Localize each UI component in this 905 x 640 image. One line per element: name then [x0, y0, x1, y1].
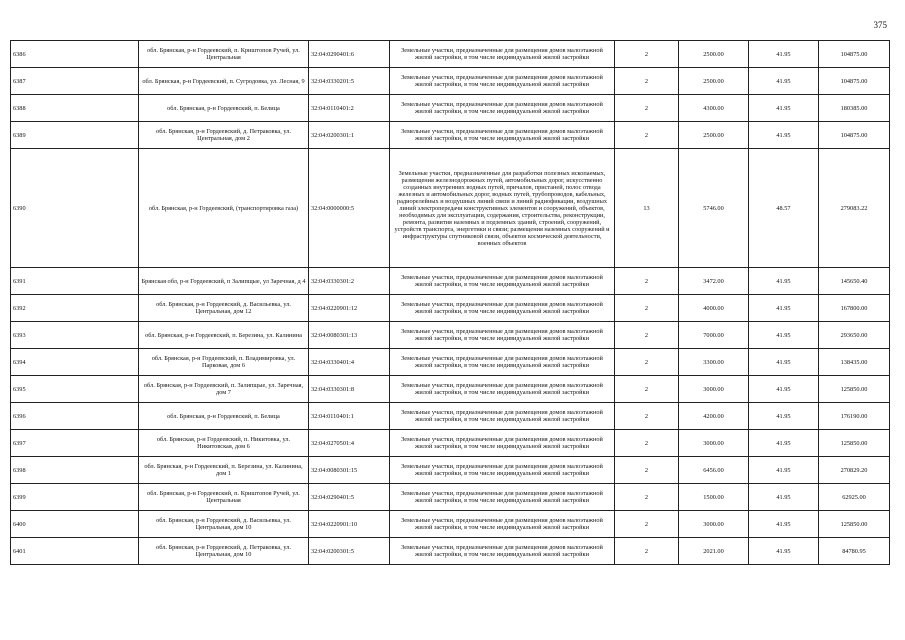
use-category-code: 2 [615, 376, 679, 403]
cadastral-number: 32:04:0290401:6 [309, 41, 390, 68]
parcel-address: обл. Брянская, р-н Гордеевский, п. Криштопов Ручей, ул. Центральная [139, 41, 309, 68]
table-row [11, 430, 890, 457]
cadastral-value: 104875.00 [819, 68, 890, 95]
use-category-code: 2 [615, 511, 679, 538]
cadastral-value: 293650.00 [819, 322, 890, 349]
permitted-use: Земельные участки, предназначенные для размещения домов малоэтажной жилой застройки, в том числе индивидуальной жилой застройки [390, 68, 615, 95]
specific-cadastral-value: 41.95 [749, 430, 819, 457]
land-registry-table [10, 40, 890, 565]
specific-cadastral-value: 41.95 [749, 538, 819, 565]
use-category-code: 2 [615, 122, 679, 149]
parcel-number: 6400 [11, 511, 139, 538]
parcel-address: обл. Брянская, р-н Гордеевский, д. Петраковка, ул. Центральная, дом 2 [139, 122, 309, 149]
cadastral-value: 279083.22 [819, 149, 890, 268]
specific-cadastral-value: 41.95 [749, 68, 819, 95]
parcel-address: обл. Брянская, р-н Гордеевский, п. Залипщые, ул. Заречная, дом 7 [139, 376, 309, 403]
permitted-use: Земельные участки, предназначенные для размещения домов малоэтажной жилой застройки, в том числе индивидуальной жилой застройки [390, 295, 615, 322]
parcel-number: 6393 [11, 322, 139, 349]
table-row [11, 41, 890, 68]
parcel-area: 3300.00 [679, 349, 749, 376]
parcel-area: 4000.00 [679, 295, 749, 322]
specific-cadastral-value: 41.95 [749, 403, 819, 430]
page-number: 375 [873, 20, 887, 30]
parcel-address: обл. Брянская, р-н Гордеевский, п. Белица [139, 95, 309, 122]
specific-cadastral-value: 41.95 [749, 511, 819, 538]
table-row [11, 122, 890, 149]
parcel-number: 6389 [11, 122, 139, 149]
parcel-area: 4200.00 [679, 403, 749, 430]
cadastral-number: 32:04:0220901:12 [309, 295, 390, 322]
table-row [11, 295, 890, 322]
cadastral-value: 125850.00 [819, 511, 890, 538]
table-row [11, 457, 890, 484]
parcel-number: 6388 [11, 95, 139, 122]
table-row [11, 538, 890, 565]
specific-cadastral-value: 48.57 [749, 149, 819, 268]
parcel-address: обл. Брянская, р-н Гордеевский, д. Петраковка, ул. Центральная, дом 10 [139, 538, 309, 565]
cadastral-number: 32:04:0330301:2 [309, 268, 390, 295]
cadastral-value: 125850.00 [819, 430, 890, 457]
cadastral-number: 32:04:0080301:15 [309, 457, 390, 484]
parcel-address: обл. Брянская, р-н Гордеевский, п. Владимировка, ул. Парковая, дом 6 [139, 349, 309, 376]
use-category-code: 2 [615, 68, 679, 95]
table-row [11, 376, 890, 403]
permitted-use: Земельные участки, предназначенные для размещения домов малоэтажной жилой застройки, в том числе индивидуальной жилой застройки [390, 430, 615, 457]
table-row [11, 268, 890, 295]
use-category-code: 2 [615, 295, 679, 322]
parcel-address: обл. Брянская, р-н Гордеевский, п. Белица [139, 403, 309, 430]
cadastral-value: 138435.00 [819, 349, 890, 376]
use-category-code: 2 [615, 403, 679, 430]
table-row [11, 403, 890, 430]
use-category-code: 2 [615, 484, 679, 511]
parcel-area: 1500.00 [679, 484, 749, 511]
cadastral-value: 125850.00 [819, 376, 890, 403]
specific-cadastral-value: 41.95 [749, 349, 819, 376]
use-category-code: 2 [615, 430, 679, 457]
parcel-number: 6390 [11, 149, 139, 268]
specific-cadastral-value: 41.95 [749, 295, 819, 322]
parcel-number: 6392 [11, 295, 139, 322]
parcel-area: 6456.00 [679, 457, 749, 484]
cadastral-value: 176190.00 [819, 403, 890, 430]
cadastral-value: 180385.00 [819, 95, 890, 122]
use-category-code: 2 [615, 41, 679, 68]
permitted-use: Земельные участки, предназначенные для размещения домов малоэтажной жилой застройки, в том числе индивидуальной жилой застройки [390, 41, 615, 68]
parcel-area: 3000.00 [679, 376, 749, 403]
parcel-number: 6391 [11, 268, 139, 295]
cadastral-number: 32:04:0200301:1 [309, 122, 390, 149]
specific-cadastral-value: 41.95 [749, 41, 819, 68]
parcel-address: обл. Брянская, р-н Гордеевский, п. Сугродовка, ул. Лесная, 9 [139, 68, 309, 95]
parcel-number: 6399 [11, 484, 139, 511]
cadastral-value: 145650.40 [819, 268, 890, 295]
permitted-use: Земельные участки, предназначенные для разработки полезных ископаемых, размещения железнодорожных путей, автомобильных дорог, искусственно созданных внутренних водных путей, причалов, пристаней, полос отвода железных и автомобильных дорог, водных путей, трубопроводов, кабельных, радиорелейных и воздушных линий связи и линий радиофикации, воздушных линий электропередачи конструктивных элементов и сооружений, объектов, необходимых для эксплуатации, содержания, строительства, реконструкции, ремонта, развития наземных и подземных зданий, строений, сооружений, устройств транспорта, энергетики и связи; размещения наземных сооружений и инфраструктуры спутниковой связи, объектов космической деятельности, военных объектов [390, 149, 615, 268]
cadastral-number: 32:04:0270501:4 [309, 430, 390, 457]
parcel-number: 6398 [11, 457, 139, 484]
cadastral-value: 270829.20 [819, 457, 890, 484]
cadastral-number: 32:04:0220901:10 [309, 511, 390, 538]
parcel-area: 2500.00 [679, 68, 749, 95]
parcel-area: 3472.00 [679, 268, 749, 295]
parcel-area: 2500.00 [679, 41, 749, 68]
specific-cadastral-value: 41.95 [749, 95, 819, 122]
table-row [11, 322, 890, 349]
parcel-area: 3000.00 [679, 511, 749, 538]
cadastral-number: 32:04:0330201:5 [309, 68, 390, 95]
permitted-use: Земельные участки, предназначенные для размещения домов малоэтажной жилой застройки, в том числе индивидуальной жилой застройки [390, 268, 615, 295]
specific-cadastral-value: 41.95 [749, 322, 819, 349]
cadastral-value: 104875.00 [819, 41, 890, 68]
parcel-address: обл. Брянская, р-н Гордеевский, (транспортировка газа) [139, 149, 309, 268]
parcel-number: 6401 [11, 538, 139, 565]
parcel-area: 3000.00 [679, 430, 749, 457]
permitted-use: Земельные участки, предназначенные для размещения домов малоэтажной жилой застройки, в том числе индивидуальной жилой застройки [390, 376, 615, 403]
cadastral-number: 32:04:0110401:2 [309, 95, 390, 122]
specific-cadastral-value: 41.95 [749, 376, 819, 403]
cadastral-value: 84780.95 [819, 538, 890, 565]
specific-cadastral-value: 41.95 [749, 122, 819, 149]
registry-body [11, 41, 890, 565]
use-category-code: 2 [615, 457, 679, 484]
parcel-area: 4300.00 [679, 95, 749, 122]
parcel-area: 2500.00 [679, 122, 749, 149]
parcel-address: обл. Брянская, р-н Гордеевский, п. Березина, ул. Калинина [139, 322, 309, 349]
parcel-number: 6386 [11, 41, 139, 68]
parcel-number: 6397 [11, 430, 139, 457]
use-category-code: 2 [615, 349, 679, 376]
use-category-code: 2 [615, 268, 679, 295]
permitted-use: Земельные участки, предназначенные для размещения домов малоэтажной жилой застройки, в том числе индивидуальной жилой застройки [390, 349, 615, 376]
permitted-use: Земельные участки, предназначенные для размещения домов малоэтажной жилой застройки, в том числе индивидуальной жилой застройки [390, 538, 615, 565]
table-row [11, 511, 890, 538]
table-row [11, 95, 890, 122]
permitted-use: Земельные участки, предназначенные для размещения домов малоэтажной жилой застройки, в том числе индивидуальной жилой застройки [390, 403, 615, 430]
cadastral-value: 167800.00 [819, 295, 890, 322]
parcel-address: обл. Брянская, р-н Гордеевский, п. Криштопов Ручей, ул. Центральная [139, 484, 309, 511]
cadastral-number: 32:04:0000000:5 [309, 149, 390, 268]
cadastral-number: 32:04:0080301:13 [309, 322, 390, 349]
table-row [11, 68, 890, 95]
parcel-address: обл. Брянская, р-н Гордеевский, п. Березина, ул. Калинина, дом 1 [139, 457, 309, 484]
parcel-number: 6394 [11, 349, 139, 376]
use-category-code: 2 [615, 538, 679, 565]
permitted-use: Земельные участки, предназначенные для размещения домов малоэтажной жилой застройки, в том числе индивидуальной жилой застройки [390, 122, 615, 149]
parcel-number: 6395 [11, 376, 139, 403]
table-row [11, 149, 890, 268]
table-row [11, 349, 890, 376]
parcel-area: 7000.00 [679, 322, 749, 349]
cadastral-value: 62925.00 [819, 484, 890, 511]
parcel-area: 2021.00 [679, 538, 749, 565]
permitted-use: Земельные участки, предназначенные для размещения домов малоэтажной жилой застройки, в том числе индивидуальной жилой застройки [390, 457, 615, 484]
parcel-address: обл. Брянская, р-н Гордеевский, п. Никитовка, ул. Никитовская, дом 6 [139, 430, 309, 457]
permitted-use: Земельные участки, предназначенные для размещения домов малоэтажной жилой застройки, в том числе индивидуальной жилой застройки [390, 511, 615, 538]
cadastral-number: 32:04:0330401:4 [309, 349, 390, 376]
parcel-number: 6387 [11, 68, 139, 95]
cadastral-number: 32:04:0290401:5 [309, 484, 390, 511]
table-row [11, 484, 890, 511]
permitted-use: Земельные участки, предназначенные для размещения домов малоэтажной жилой застройки, в том числе индивидуальной жилой застройки [390, 95, 615, 122]
permitted-use: Земельные участки, предназначенные для размещения домов малоэтажной жилой застройки, в том числе индивидуальной жилой застройки [390, 484, 615, 511]
specific-cadastral-value: 41.95 [749, 457, 819, 484]
cadastral-value: 104875.00 [819, 122, 890, 149]
cadastral-number: 32:04:0330301:8 [309, 376, 390, 403]
use-category-code: 2 [615, 322, 679, 349]
parcel-address: обл. Брянская, р-н Гордеевский, д. Васильевка, ул. Центральная, дом 12 [139, 295, 309, 322]
use-category-code: 2 [615, 95, 679, 122]
use-category-code: 13 [615, 149, 679, 268]
permitted-use: Земельные участки, предназначенные для размещения домов малоэтажной жилой застройки, в том числе индивидуальной жилой застройки [390, 322, 615, 349]
specific-cadastral-value: 41.95 [749, 268, 819, 295]
parcel-address: обл. Брянская, р-н Гордеевский, д. Васильевка, ул. Центральная, дом 10 [139, 511, 309, 538]
parcel-number: 6396 [11, 403, 139, 430]
parcel-address: Брянская обл, р-н Гордеевский, п Залипщые, ул Заречная, д 4 [139, 268, 309, 295]
specific-cadastral-value: 41.95 [749, 484, 819, 511]
cadastral-number: 32:04:0110401:1 [309, 403, 390, 430]
parcel-area: 5746.00 [679, 149, 749, 268]
cadastral-number: 32:04:0200301:5 [309, 538, 390, 565]
